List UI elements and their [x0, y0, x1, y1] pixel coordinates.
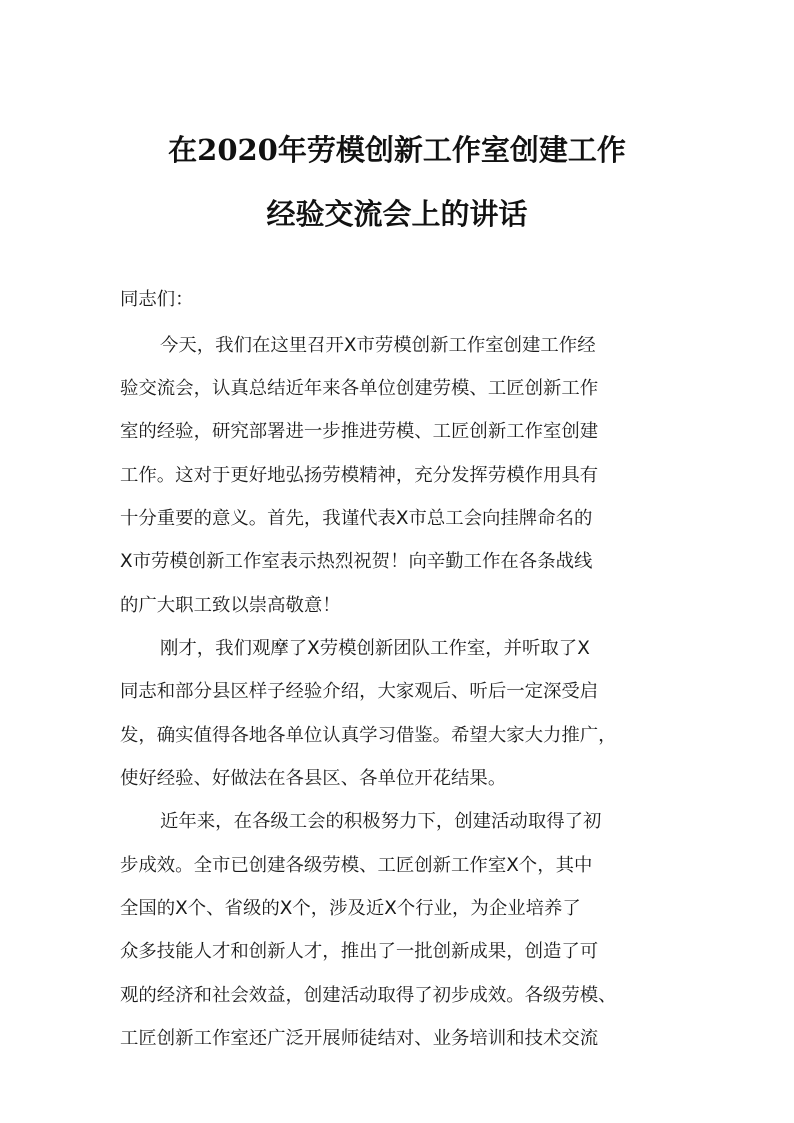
paragraph-3-line-6: 工匠创新工作室还广泛开展师徒结对、业务培训和技术交流 [120, 1028, 599, 1049]
paragraph-3-line-2: 步成效。全市已创建各级劳模、工匠创新工作室X个，其中 [120, 855, 593, 876]
paragraph-3-line-4: 众多技能人才和创新人才，推出了一批创新成果，创造了可 [120, 941, 599, 962]
paragraph-2-line-3: 发，确实值得各地各单位认真学习借鉴。希望大家大力推广， [120, 725, 617, 746]
document-title-line-2: 经验交流会上的讲话 [266, 197, 528, 231]
paragraph-3-line-3: 全国的X个、省级的X个，涉及近X个行业，为企业培养了 [120, 898, 581, 919]
paragraph-1-line-5: 十分重要的意义。首先，我谨代表X市总工会向挂牌命名的 [120, 508, 593, 529]
paragraph-3-line-1: 近年来，在各级工会的积极努力下，创建活动取得了初 [160, 811, 602, 832]
paragraph-1-line-6: X市劳模创新工作室表示热烈祝贺！向辛勤工作在各条战线 [120, 551, 593, 572]
paragraph-1-line-2: 验交流会，认真总结近年来各单位创建劳模、工匠创新工作 [120, 378, 599, 399]
paragraph-2-line-4: 使好经验、好做法在各县区、各单位开花结果。 [120, 768, 507, 789]
paragraph-1-line-4: 工作。这对于更好地弘扬劳模精神，充分发挥劳模作用具有 [120, 465, 599, 486]
salutation: 同志们： [120, 289, 194, 310]
paragraph-1-line-1: 今天，我们在这里召开X市劳模创新工作室创建工作经 [160, 335, 596, 356]
paragraph-1-line-3: 室的经验，研究部署进一步推进劳模、工匠创新工作室创建 [120, 421, 599, 442]
paragraph-2-line-1: 刚才，我们观摩了X劳模创新团队工作室，并听取了X [160, 638, 590, 659]
document-title-line-1: 在2020年劳模创新工作室创建工作 [168, 133, 626, 167]
paragraph-3-line-5: 观的经济和社会效益，创建活动取得了初步成效。各级劳模、 [120, 985, 617, 1006]
paragraph-2-line-2: 同志和部分县区样子经验介绍，大家观后、听后一定深受启 [120, 681, 599, 702]
paragraph-1-line-7: 的广大职工致以崇高敬意！ [120, 595, 341, 616]
